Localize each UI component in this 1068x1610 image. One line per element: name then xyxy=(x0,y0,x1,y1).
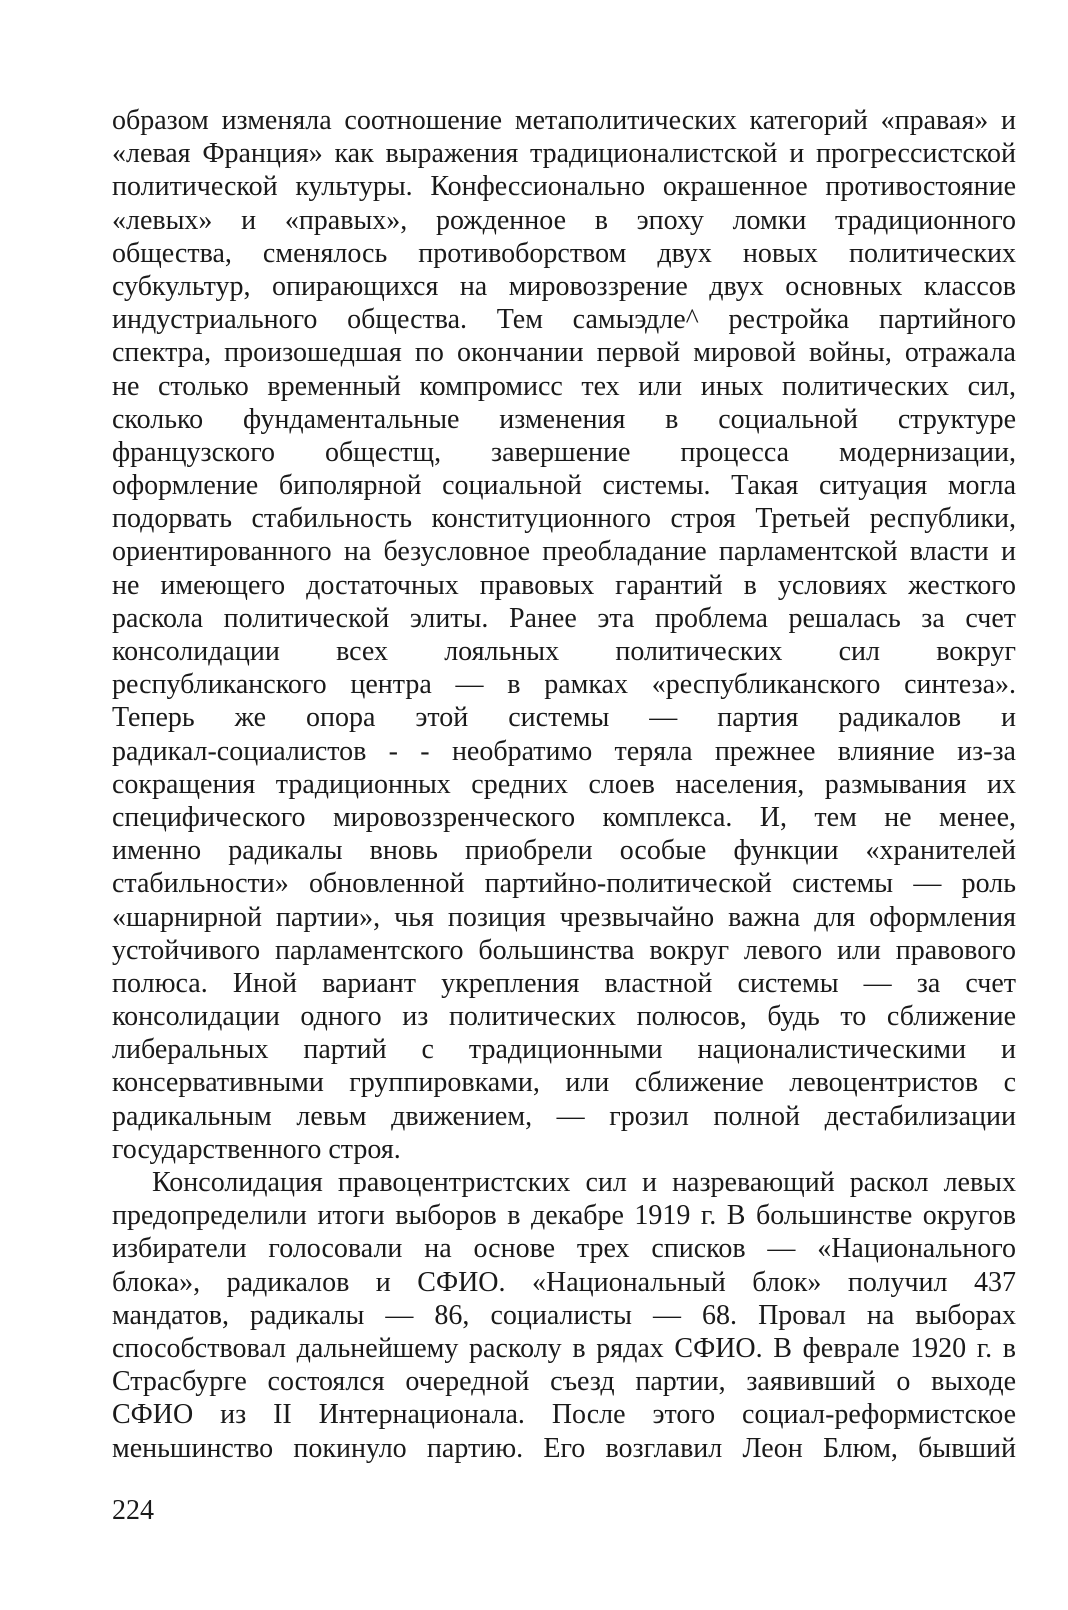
text-line: Страсбурге состоялся очередной съезд партии, заявивший о выходе xyxy=(112,1366,1016,1398)
text-line: блока», радикалов и СФИО. «Национальный блок» получил 437 xyxy=(112,1266,1016,1298)
text-line: спектра, произошедшая по окончании первой мировой войны, отражала xyxy=(112,337,1016,369)
text-line: именно радикалы вновь приобрели особые функции «хранителей xyxy=(112,835,1016,867)
text-line: раскола политической элиты. Ранее эта проблема решалась за счет xyxy=(112,602,1016,634)
text-line: устойчивого парламентского большинства вокруг левого или правового xyxy=(112,934,1016,966)
text-line: политической культуры. Конфессионально окрашенное противостояние xyxy=(112,171,1016,203)
text-line: общества, сменялось противоборством двух новых политических xyxy=(112,237,1016,269)
text-line: государственного строя. xyxy=(112,1133,401,1165)
text-line: «левая Франция» как выражения традиционалистской и прогрессистской xyxy=(112,138,1016,170)
text-line: полюса. Иной вариант укрепления властной системы — за счет xyxy=(112,967,1016,999)
text-line: «левых» и «правых», рожденное в эпоху ломки традиционного xyxy=(112,204,1016,236)
text-line: радикальным левьм движением, — грозил полной дестабилизации xyxy=(112,1100,1016,1132)
text-line: специфического мировоззренческого комплекса. И, тем не менее, xyxy=(112,801,1016,833)
page-number: 224 xyxy=(112,1495,154,1526)
text-line: французского общестщ, завершение процесса модернизации, xyxy=(112,436,1016,468)
text-line: СФИО из II Интернационала. После этого социал-реформистское xyxy=(112,1399,1016,1431)
text-line: консолидации одного из политических полюсов, будь то сближение xyxy=(112,1001,1016,1033)
text-line: подорвать стабильность конституционного строя Третьей республики, xyxy=(112,503,1016,535)
text-line: не столько временный компромисс тех или иных политических сил, xyxy=(112,370,1016,402)
text-line: предопределили итоги выборов в декабре 1919 г. В большинстве округов xyxy=(112,1200,1016,1232)
text-line: способствовал дальнейшему расколу в рядах СФИО. В феврале 1920 г. в xyxy=(112,1332,1016,1364)
text-line: стабильности» обновленной партийно-политической системы — роль xyxy=(112,868,1016,900)
text-line: Консолидация правоцентристских сил и назревающий раскол левых xyxy=(152,1167,1016,1198)
text-line: образом изменяла соотношение метаполитических категорий «правая» и xyxy=(112,105,1016,136)
text-line: избиратели голосовали на основе трех списков — «Национального xyxy=(112,1233,1016,1265)
body-text xyxy=(112,104,1016,1465)
text-line: ориентированного на безусловное преобладание парламентской власти и xyxy=(112,536,1016,568)
text-line: субкультур, опирающихся на мировоззрение двух основных классов xyxy=(112,270,1016,302)
text-line: не имеющего достаточных правовых гарантий в условиях жесткого xyxy=(112,569,1016,601)
text-line: либеральных партий с традиционными националистическими и xyxy=(112,1034,1016,1066)
text-line: Теперь же опора этой системы — партия радикалов и xyxy=(112,702,1016,734)
text-line: консолидации всех лояльных политических сил вокруг xyxy=(112,636,1016,667)
text-line: сколько фундаментальные изменения в социальной структуре xyxy=(112,403,1016,435)
text-line: индустриального общества. Тем самыэдле^ рестройка партийного xyxy=(112,304,1016,336)
text-line: «шарнирной партии», чья позиция чрезвычайно важна для оформления xyxy=(112,901,1016,933)
text-line: оформление биполярной социальной системы. Такая ситуация могла xyxy=(112,470,1016,502)
text-line: консервативными группировками, или сближение левоцентристов с xyxy=(112,1067,1016,1099)
text-line: сокращения традиционных средних слоев населения, размывания их xyxy=(112,768,1016,800)
text-line: радикал-социалистов - - необратимо теряла прежнее влияние из-за xyxy=(112,735,1016,767)
text-line: меньшинство покинуло партию. Его возглавил Леон Блюм, бывший xyxy=(112,1432,1016,1464)
text-line: мандатов, радикалы — 86, социалисты — 68. Провал на выборах xyxy=(112,1299,1016,1331)
text-line: республиканского центра — в рамках «республиканского синтеза». xyxy=(112,669,1016,701)
